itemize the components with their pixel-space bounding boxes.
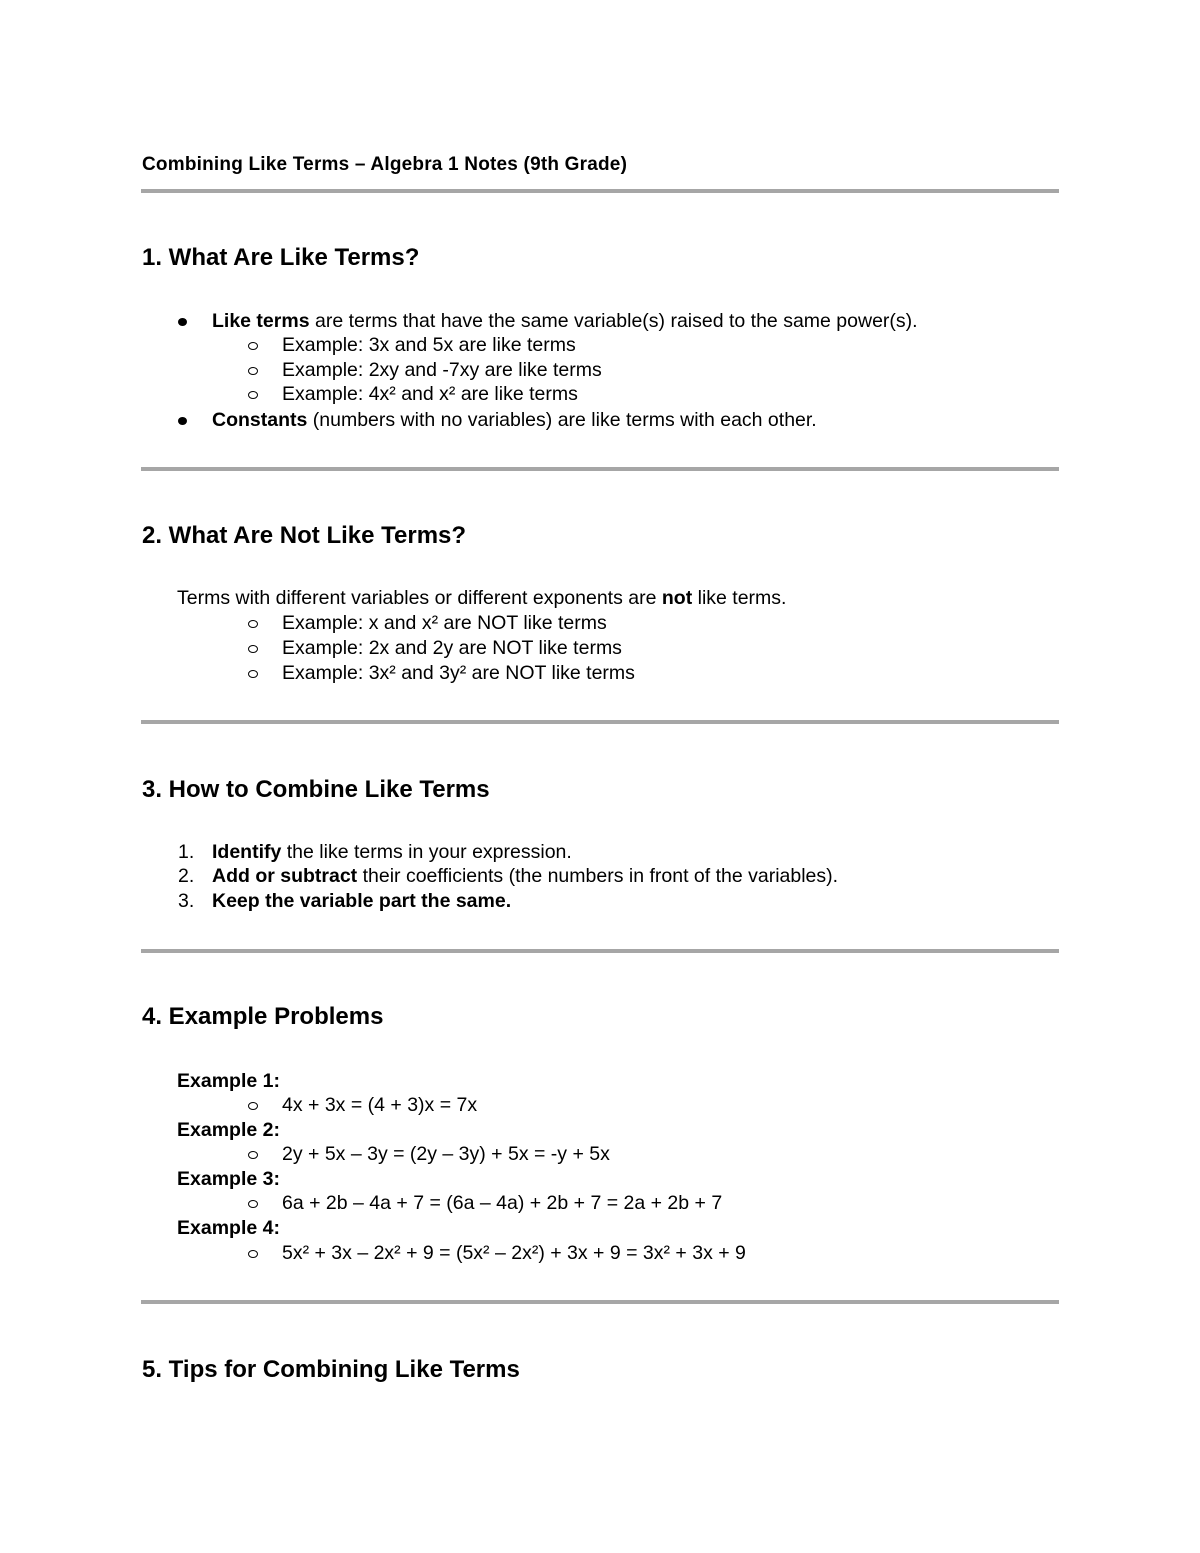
bullet-circle	[248, 620, 258, 628]
example-label: Example 4:	[177, 1217, 280, 1239]
bullet-circle	[248, 1250, 258, 1258]
intro-text: like terms.	[692, 587, 787, 609]
intro-bold: not	[661, 587, 693, 609]
bullet-disc	[178, 417, 187, 425]
step-bold: Add or subtract	[212, 865, 358, 887]
bold-term: Constants	[212, 409, 308, 431]
example-work: 5x² + 3x – 2x² + 9 = (5x² – 2x²) + 3x + 9 = 3x² + 3x + 9	[282, 1242, 746, 1264]
bullet-text: are terms that have the same variable(s) raised to the same power(s).	[309, 310, 918, 332]
sub-item: Example: 3x and 5x are like terms	[282, 334, 576, 356]
example-work: 6a + 2b – 4a + 7 = (6a – 4a) + 2b + 7 = 2a + 2b + 7	[282, 1192, 723, 1214]
divider	[141, 1300, 1059, 1304]
section-1-heading: 1. What Are Like Terms?	[142, 244, 420, 271]
bold-term: Like terms	[212, 310, 310, 332]
example-work: 2y + 5x – 3y = (2y – 3y) + 5x = -y + 5x	[282, 1143, 610, 1165]
sub-item: Example: x and x² are NOT like terms	[282, 612, 607, 634]
bullet-circle	[248, 1200, 258, 1208]
page-title: Combining Like Terms – Algebra 1 Notes (9th Grade)	[142, 154, 628, 175]
divider	[141, 467, 1059, 471]
sub-item: Example: 3x² and 3y² are NOT like terms	[282, 662, 635, 684]
section-5-heading: 5. Tips for Combining Like Terms	[142, 1356, 520, 1383]
intro-text: Terms with different variables or different exponents are	[177, 587, 662, 609]
bullet-circle	[248, 1151, 258, 1159]
section-2-heading: 2. What Are Not Like Terms?	[142, 522, 467, 549]
bullet-circle	[248, 670, 258, 678]
bullet-like-terms	[212, 309, 918, 334]
step-number: 1.	[178, 841, 195, 863]
section-4-heading: 4. Example Problems	[142, 1003, 384, 1030]
divider	[141, 949, 1059, 953]
example-label: Example 1:	[177, 1070, 280, 1092]
step-item	[212, 864, 838, 889]
bullet-circle	[248, 391, 258, 399]
step-bold: Identify	[212, 841, 282, 863]
bullet-circle	[248, 1102, 258, 1110]
bullet-circle	[248, 367, 258, 375]
step-text: their coefficients (the numbers in front of the variables).	[357, 865, 839, 887]
bullet-disc	[178, 318, 187, 326]
bullet-circle	[248, 342, 258, 350]
section-3-heading: 3. How to Combine Like Terms	[142, 776, 490, 803]
divider	[141, 720, 1059, 724]
bullet-circle	[248, 645, 258, 653]
step-bold: Keep the variable part the same.	[212, 890, 512, 912]
example-label: Example 3:	[177, 1168, 280, 1190]
bullet-constants	[212, 408, 817, 433]
step-item	[212, 889, 511, 914]
example-label: Example 2:	[177, 1119, 280, 1141]
bullet-text: (numbers with no variables) are like terms with each other.	[307, 409, 817, 431]
step-text: the like terms in your expression.	[281, 841, 572, 863]
sub-item: Example: 4x² and x² are like terms	[282, 383, 578, 405]
step-item	[212, 840, 572, 865]
step-number: 2.	[178, 865, 195, 887]
sub-item: Example: 2xy and -7xy are like terms	[282, 359, 602, 381]
section-2-intro	[177, 586, 786, 611]
example-work: 4x + 3x = (4 + 3)x = 7x	[282, 1094, 478, 1116]
step-number: 3.	[178, 890, 195, 912]
divider	[141, 189, 1059, 193]
sub-item: Example: 2x and 2y are NOT like terms	[282, 637, 622, 659]
